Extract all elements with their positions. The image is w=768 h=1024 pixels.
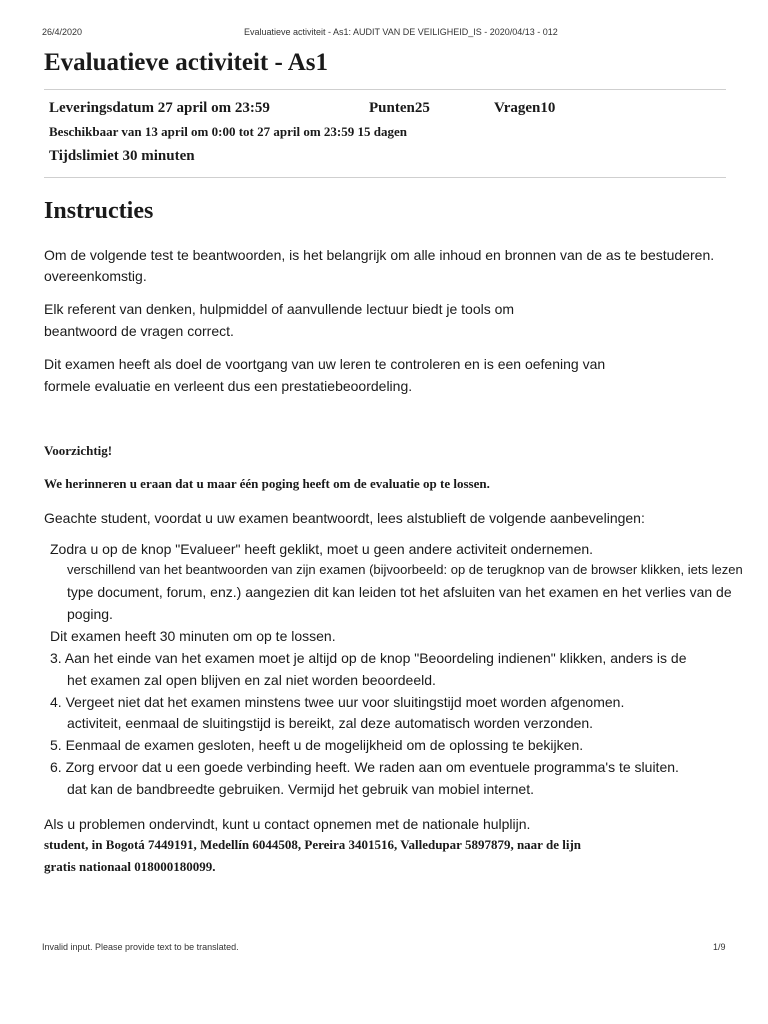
- list-item-1-line-1: Zodra u op de knop "Evalueer" heeft geklikt, moet u geen andere activiteit ondernemen.: [50, 541, 594, 557]
- page-title: Evaluatieve activiteit - As1: [44, 49, 328, 76]
- list-item-1-line-2: verschillend van het beantwoorden van zijn examen (bijvoorbeeld: op de terugknop van de browser klikken, iets lezen: [67, 562, 743, 577]
- list-item-2: Dit examen heeft 30 minuten om op te lossen.: [50, 628, 336, 644]
- list-item-4-line-2: activiteit, eenmaal de sluitingstijd is bereikt, zal deze automatisch worden verzonden.: [67, 715, 594, 731]
- divider-bottom: [44, 177, 726, 178]
- delivery-date: Leveringsdatum 27 april om 23:59: [49, 100, 270, 116]
- footer-note: Invalid input. Please provide text to be translated.: [42, 942, 239, 952]
- list-item-6-line-1: 6. Zorg ervoor dat u een goede verbinding heeft. We raden aan om eventuele programma's te sluiten.: [50, 759, 679, 775]
- list-item-6-line-2: dat kan de bandbreedte gebruiken. Vermijd het gebruik van mobiel internet.: [67, 781, 534, 797]
- points-value: Punten25: [369, 100, 430, 116]
- print-doc-title: Evaluatieve activiteit - As1: AUDIT VAN DE VEILIGHEID_IS - 2020/04/13 - 012: [244, 27, 558, 37]
- caution-label: Voorzichtig!: [44, 443, 113, 458]
- availability-text: Beschikbaar van 13 april om 0:00 tot 27 april om 23:59 15 dagen: [49, 124, 407, 139]
- list-item-4-line-1: 4. Vergeet niet dat het examen minstens twee uur voor sluitingstijd moet worden afgenomen.: [50, 694, 625, 710]
- helpline-national: gratis nationaal 018000180099.: [44, 859, 216, 874]
- list-item-3-line-1: 3. Aan het einde van het examen moet je altijd op de knop "Beoordeling indienen" klikken, anders is de: [50, 650, 687, 666]
- time-limit: Tijdslimiet 30 minuten: [49, 148, 195, 164]
- print-date: 26/4/2020: [42, 27, 83, 37]
- instructions-heading: Instructies: [44, 198, 154, 224]
- recommendations-intro: Geachte student, voordat u uw examen beantwoordt, lees alstublieft de volgende aanbevelingen:: [44, 510, 645, 526]
- list-item-1-line-4: poging.: [67, 606, 113, 622]
- questions-count: Vragen10: [494, 100, 556, 116]
- paragraph-3-line-2: formele evaluatie en verleent dus een prestatiebeoordeling.: [44, 378, 413, 394]
- helpline-intro: Als u problemen ondervindt, kunt u contact opnemen met de nationale hulplijn.: [44, 816, 531, 832]
- paragraph-3-line-1: Dit examen heeft als doel de voortgang van uw leren te controleren en is een oefening van: [44, 356, 606, 372]
- paragraph-1-line-1: Om de volgende test te beantwoorden, is het belangrijk om alle inhoud en bronnen van de as te bestuderen.: [44, 247, 715, 263]
- helpline-numbers: student, in Bogotá 7449191, Medellín 6044508, Pereira 3401516, Valledupar 5897879, naar de lijn: [44, 837, 581, 852]
- paragraph-2-line-1: Elk referent van denken, hulpmiddel of aanvullende lectuur biedt je tools om: [44, 301, 515, 317]
- paragraph-2-line-2: beantwoord de vragen correct.: [44, 323, 234, 339]
- divider-top: [44, 89, 726, 90]
- paragraph-1-line-2: overeenkomstig.: [44, 268, 147, 284]
- page-number: 1/9: [713, 942, 726, 952]
- single-attempt-reminder: We herinneren u eraan dat u maar één poging heeft om de evaluatie op te lossen.: [44, 476, 490, 491]
- list-item-3-line-2: het examen zal open blijven en zal niet worden beoordeeld.: [67, 672, 436, 688]
- list-item-5: 5. Eenmaal de examen gesloten, heeft u de mogelijkheid om de oplossing te bekijken.: [50, 737, 584, 753]
- list-item-1-line-3: type document, forum, enz.) aangezien dit kan leiden tot het afsluiten van het examen en het verlies van de: [67, 584, 732, 600]
